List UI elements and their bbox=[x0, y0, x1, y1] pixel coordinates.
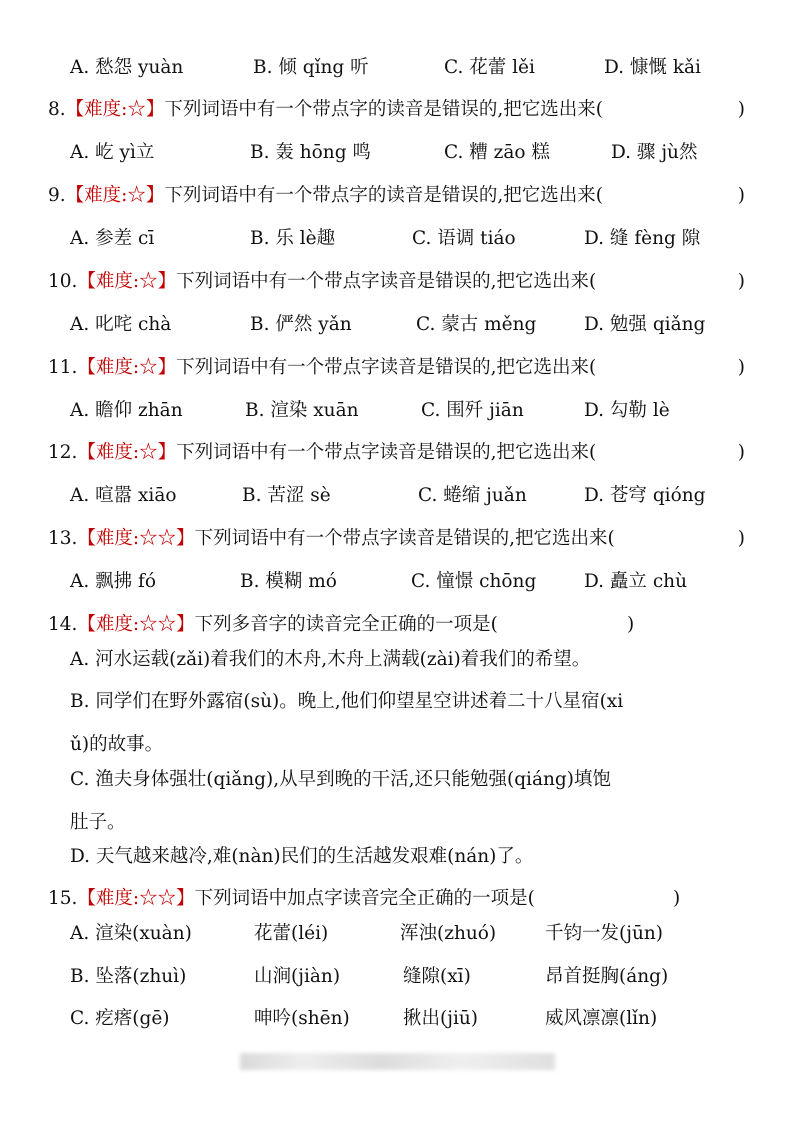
q9-options bbox=[0, 224, 793, 254]
question-text: 下列词语中有一个带点字的读音是错误的,把它选出来( bbox=[164, 99, 603, 120]
option-a: A. 瞻仰 zhān bbox=[70, 400, 183, 421]
option-b: B. 渲染 xuān bbox=[245, 400, 359, 421]
option-b: B. 轰 hōng 鸣 bbox=[250, 142, 371, 163]
question-8 bbox=[0, 95, 793, 125]
option-b: B. 模糊 mó bbox=[240, 571, 337, 592]
question-text: 下列词语中加点字读音完全正确的一项是( bbox=[194, 888, 535, 909]
word: A. 渲染(xuàn) bbox=[70, 923, 192, 944]
word: B. 坠落(zhuì) bbox=[70, 966, 187, 987]
option-d: D. 慷慨 kǎi bbox=[604, 57, 701, 78]
question-number: 9. bbox=[48, 185, 66, 206]
question-9 bbox=[0, 181, 793, 211]
word: C. 疙瘩(gē) bbox=[70, 1008, 170, 1029]
question-text: 下列词语中有一个带点字读音是错误的,把它选出来( bbox=[176, 271, 597, 292]
question-text: 下列词语中有一个带点字的读音是错误的,把它选出来( bbox=[164, 185, 603, 206]
word: 山涧(jiàn) bbox=[254, 966, 341, 987]
question-number: 15. bbox=[48, 888, 78, 909]
question-text: 下列词语中有一个带点字读音是错误的,把它选出来( bbox=[176, 442, 597, 463]
option-c: C. 围歼 jiān bbox=[421, 400, 524, 421]
q14-option-a: A. 河水运载(zǎi)着我们的木舟,木舟上满载(zài)着我们的希望。 bbox=[70, 649, 591, 670]
q14-option-c-cont: 肚子。 bbox=[70, 812, 126, 833]
word: 缝隙(xī) bbox=[403, 966, 471, 987]
word: 昂首挺胸(áng) bbox=[545, 966, 669, 987]
option-d: D. 苍穹 qióng bbox=[584, 485, 706, 506]
difficulty-label: 【难度:☆】 bbox=[77, 442, 177, 463]
answer-paren: ) bbox=[737, 99, 745, 120]
option-c: C. 语调 tiáo bbox=[412, 228, 516, 249]
option-a: A. 屹 yì立 bbox=[70, 142, 155, 163]
q13-options bbox=[0, 567, 793, 597]
question-15 bbox=[0, 884, 793, 914]
difficulty-label: 【难度:☆☆】 bbox=[77, 888, 195, 909]
q8-options bbox=[0, 138, 793, 168]
difficulty-label: 【难度:☆】 bbox=[65, 185, 165, 206]
option-a: A. 愁怨 yuàn bbox=[70, 57, 184, 78]
question-10 bbox=[0, 267, 793, 297]
q7-options bbox=[0, 53, 793, 83]
answer-paren: ) bbox=[737, 185, 745, 206]
difficulty-label: 【难度:☆☆】 bbox=[77, 528, 195, 549]
word: 呻吟(shēn) bbox=[254, 1008, 350, 1029]
q12-options bbox=[0, 481, 793, 511]
answer-paren: ) bbox=[737, 357, 745, 378]
word: 威风凛凛(lǐn) bbox=[545, 1008, 658, 1029]
answer-paren: ) bbox=[737, 271, 745, 292]
option-a: A. 飘拂 fó bbox=[70, 571, 156, 592]
q15-option-a bbox=[0, 919, 793, 949]
question-number: 10. bbox=[48, 271, 78, 292]
question-text: 下列词语中有一个带点字读音是错误的,把它选出来( bbox=[194, 528, 615, 549]
q15-option-b bbox=[0, 962, 793, 992]
q14-option-b-cont: ǔ)的故事。 bbox=[70, 734, 164, 755]
option-d: D. 勉强 qiǎng bbox=[584, 314, 706, 335]
option-b: B. 乐 lè趣 bbox=[250, 228, 336, 249]
difficulty-label: 【难度:☆】 bbox=[77, 357, 177, 378]
answer-paren: ) bbox=[737, 442, 745, 463]
q10-options bbox=[0, 310, 793, 340]
blurred-watermark bbox=[240, 1053, 555, 1070]
option-c: C. 蒙古 měng bbox=[416, 314, 537, 335]
difficulty-label: 【难度:☆】 bbox=[65, 99, 165, 120]
answer-paren: ) bbox=[673, 888, 681, 909]
option-c: C. 花蕾 lěi bbox=[444, 57, 535, 78]
question-number: 13. bbox=[48, 528, 78, 549]
difficulty-label: 【难度:☆】 bbox=[77, 271, 177, 292]
option-b: B. 倾 qǐng 听 bbox=[253, 57, 369, 78]
option-b: B. 苦涩 sè bbox=[242, 485, 331, 506]
word: 揪出(jiū) bbox=[403, 1008, 479, 1029]
option-b: B. 俨然 yǎn bbox=[250, 314, 352, 335]
option-a: A. 叱咤 chà bbox=[70, 314, 172, 335]
q14-option-d: D. 天气越来越冷,难(nàn)民们的生活越发艰难(nán)了。 bbox=[70, 846, 534, 867]
option-a: A. 参差 cī bbox=[70, 228, 155, 249]
option-c: C. 蜷缩 juǎn bbox=[418, 485, 527, 506]
word: 千钧一发(jūn) bbox=[545, 923, 664, 944]
question-text: 下列词语中有一个带点字读音是错误的,把它选出来( bbox=[176, 357, 597, 378]
option-d: D. 矗立 chù bbox=[584, 571, 688, 592]
question-number: 12. bbox=[48, 442, 78, 463]
option-d: D. 骤 jù然 bbox=[611, 142, 698, 163]
question-14 bbox=[0, 610, 793, 640]
q14-option-b: B. 同学们在野外露宿(sù)。晚上,他们仰望星空讲述着二十八星宿(xi bbox=[70, 691, 624, 712]
question-number: 11. bbox=[48, 357, 78, 378]
question-number: 8. bbox=[48, 99, 66, 120]
question-13 bbox=[0, 524, 793, 554]
difficulty-label: 【难度:☆☆】 bbox=[77, 614, 195, 635]
option-a: A. 喧嚣 xiāo bbox=[70, 485, 177, 506]
option-d: D. 勾勒 lè bbox=[584, 400, 670, 421]
option-d: D. 缝 fèng 隙 bbox=[584, 228, 701, 249]
question-number: 14. bbox=[48, 614, 78, 635]
question-text: 下列多音字的读音完全正确的一项是( bbox=[194, 614, 498, 635]
option-c: C. 憧憬 chōng bbox=[411, 571, 537, 592]
question-12 bbox=[0, 438, 793, 468]
answer-paren: ) bbox=[627, 614, 635, 635]
word: 浑浊(zhuó) bbox=[400, 923, 497, 944]
question-11 bbox=[0, 353, 793, 383]
word: 花蕾(léi) bbox=[254, 923, 329, 944]
option-c: C. 糟 zāo 糕 bbox=[444, 142, 550, 163]
q15-option-c bbox=[0, 1004, 793, 1034]
answer-paren: ) bbox=[737, 528, 745, 549]
q11-options bbox=[0, 396, 793, 426]
q14-option-c: C. 渔夫身体强壮(qiǎng),从早到晚的干活,还只能勉强(qiáng)填饱 bbox=[70, 769, 611, 790]
